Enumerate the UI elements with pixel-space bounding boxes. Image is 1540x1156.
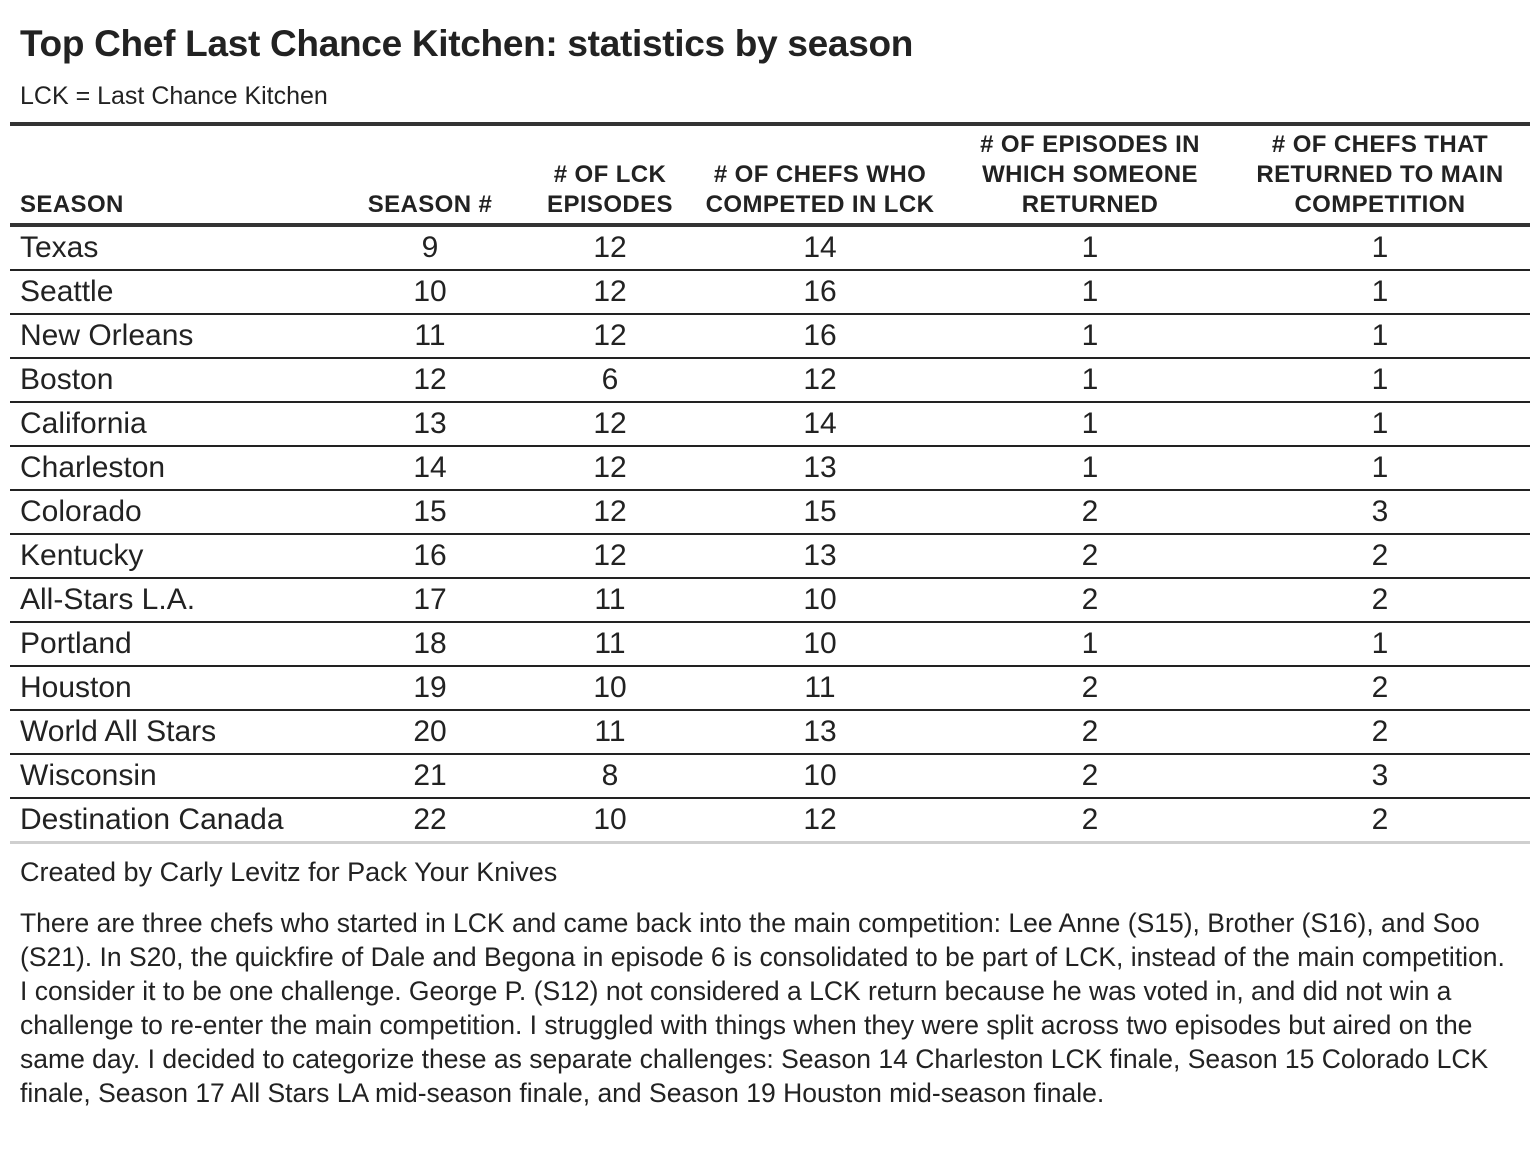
value-cell: 8 xyxy=(530,754,690,798)
season-name-cell: Charleston xyxy=(10,446,330,490)
season-name-cell: Boston xyxy=(10,358,330,402)
header-chefs-returned: # OF CHEFS THAT RETURNED TO MAIN COMPETITION xyxy=(1230,124,1530,225)
value-cell: 2 xyxy=(950,534,1230,578)
value-cell: 14 xyxy=(690,225,950,270)
header-chefs-competed: # OF CHEFS WHO COMPETED IN LCK xyxy=(690,124,950,225)
season-name-cell: Seattle xyxy=(10,270,330,314)
value-cell: 14 xyxy=(690,402,950,446)
season-name-cell: Kentucky xyxy=(10,534,330,578)
value-cell: 12 xyxy=(530,402,690,446)
value-cell: 1 xyxy=(1230,446,1530,490)
value-cell: 1 xyxy=(950,358,1230,402)
value-cell: 2 xyxy=(950,710,1230,754)
value-cell: 21 xyxy=(330,754,530,798)
value-cell: 11 xyxy=(530,710,690,754)
value-cell: 16 xyxy=(690,270,950,314)
season-name-cell: All-Stars L.A. xyxy=(10,578,330,622)
value-cell: 14 xyxy=(330,446,530,490)
header-season-number: SEASON # xyxy=(330,124,530,225)
table-body xyxy=(10,225,1530,843)
value-cell: 1 xyxy=(950,314,1230,358)
value-cell: 15 xyxy=(690,490,950,534)
value-cell: 1 xyxy=(950,446,1230,490)
value-cell: 12 xyxy=(530,446,690,490)
value-cell: 1 xyxy=(950,622,1230,666)
value-cell: 11 xyxy=(330,314,530,358)
value-cell: 1 xyxy=(950,225,1230,270)
value-cell: 2 xyxy=(950,666,1230,710)
value-cell: 1 xyxy=(1230,402,1530,446)
value-cell: 13 xyxy=(690,446,950,490)
table-row xyxy=(10,754,1530,798)
value-cell: 12 xyxy=(530,225,690,270)
value-cell: 16 xyxy=(690,314,950,358)
table-row xyxy=(10,314,1530,358)
season-name-cell: Houston xyxy=(10,666,330,710)
value-cell: 10 xyxy=(530,666,690,710)
value-cell: 2 xyxy=(1230,666,1530,710)
value-cell: 12 xyxy=(690,358,950,402)
table-row xyxy=(10,710,1530,754)
value-cell: 1 xyxy=(1230,622,1530,666)
value-cell: 9 xyxy=(330,225,530,270)
table-row xyxy=(10,490,1530,534)
value-cell: 10 xyxy=(330,270,530,314)
value-cell: 6 xyxy=(530,358,690,402)
value-cell: 12 xyxy=(530,270,690,314)
value-cell: 13 xyxy=(330,402,530,446)
value-cell: 20 xyxy=(330,710,530,754)
value-cell: 17 xyxy=(330,578,530,622)
season-name-cell: Colorado xyxy=(10,490,330,534)
chart-title: Top Chef Last Chance Kitchen: statistics by season xyxy=(20,23,914,64)
season-name-cell: World All Stars xyxy=(10,710,330,754)
table-row xyxy=(10,798,1530,843)
table-row xyxy=(10,358,1530,402)
value-cell: 22 xyxy=(330,798,530,843)
value-cell: 12 xyxy=(690,798,950,843)
value-cell: 15 xyxy=(330,490,530,534)
value-cell: 13 xyxy=(690,710,950,754)
value-cell: 2 xyxy=(950,490,1230,534)
value-cell: 12 xyxy=(530,314,690,358)
value-cell: 12 xyxy=(530,490,690,534)
chart-subtitle: LCK = Last Chance Kitchen xyxy=(20,82,328,110)
table-row xyxy=(10,225,1530,270)
table-row xyxy=(10,446,1530,490)
value-cell: 2 xyxy=(1230,710,1530,754)
value-cell: 1 xyxy=(1230,314,1530,358)
table-row xyxy=(10,534,1530,578)
table-header xyxy=(10,124,1530,225)
value-cell: 18 xyxy=(330,622,530,666)
value-cell: 1 xyxy=(1230,358,1530,402)
value-cell: 12 xyxy=(330,358,530,402)
value-cell: 2 xyxy=(1230,534,1530,578)
value-cell: 10 xyxy=(690,578,950,622)
value-cell: 2 xyxy=(1230,798,1530,843)
stats-table xyxy=(10,122,1530,844)
table-row xyxy=(10,402,1530,446)
value-cell: 3 xyxy=(1230,754,1530,798)
value-cell: 10 xyxy=(690,622,950,666)
value-cell: 2 xyxy=(950,578,1230,622)
season-name-cell: Wisconsin xyxy=(10,754,330,798)
season-name-cell: Texas xyxy=(10,225,330,270)
table-row xyxy=(10,578,1530,622)
value-cell: 2 xyxy=(950,798,1230,843)
table-row xyxy=(10,622,1530,666)
source-note: Created by Carly Levitz for Pack Your Knives xyxy=(20,857,558,887)
value-cell: 13 xyxy=(690,534,950,578)
value-cell: 1 xyxy=(950,270,1230,314)
value-cell: 3 xyxy=(1230,490,1530,534)
header-row xyxy=(10,124,1530,225)
season-name-cell: New Orleans xyxy=(10,314,330,358)
header-episodes-returned: # OF EPISODES IN WHICH SOMEONE RETURNED xyxy=(950,124,1230,225)
value-cell: 19 xyxy=(330,666,530,710)
value-cell: 2 xyxy=(1230,578,1530,622)
value-cell: 16 xyxy=(330,534,530,578)
season-name-cell: California xyxy=(10,402,330,446)
table-row xyxy=(10,270,1530,314)
season-name-cell: Portland xyxy=(10,622,330,666)
value-cell: 2 xyxy=(950,754,1230,798)
value-cell: 11 xyxy=(690,666,950,710)
footnote-text: There are three chefs who started in LCK and came back into the main competition: Lee Anne (S15), Brother (S16), and Soo (S21). In S20, the quickfire of Dale and Begona in episode 6 is consolidated to be part of LCK, instead of the main competition. I consider it to be one challenge. George P. (S12) not considered a LCK return because he was voted in, and did not win a challenge to re-enter the main competition. I struggled with things when they were split across two episodes but aired on the same day. I decided to categorize these as separate challenges: Season 14 Charleston LCK finale, Season 15 Colorado LCK finale, Season 17 All Stars LA mid-season finale, and Season 19 Houston mid-season finale. xyxy=(20,908,1505,1108)
value-cell: 1 xyxy=(1230,225,1530,270)
value-cell: 1 xyxy=(1230,270,1530,314)
value-cell: 11 xyxy=(530,578,690,622)
season-name-cell: Destination Canada xyxy=(10,798,330,843)
header-lck-episodes: # OF LCK EPISODES xyxy=(530,124,690,225)
value-cell: 10 xyxy=(530,798,690,843)
value-cell: 1 xyxy=(950,402,1230,446)
value-cell: 11 xyxy=(530,622,690,666)
value-cell: 12 xyxy=(530,534,690,578)
value-cell: 10 xyxy=(690,754,950,798)
header-season: SEASON xyxy=(10,124,330,225)
table-row xyxy=(10,666,1530,710)
